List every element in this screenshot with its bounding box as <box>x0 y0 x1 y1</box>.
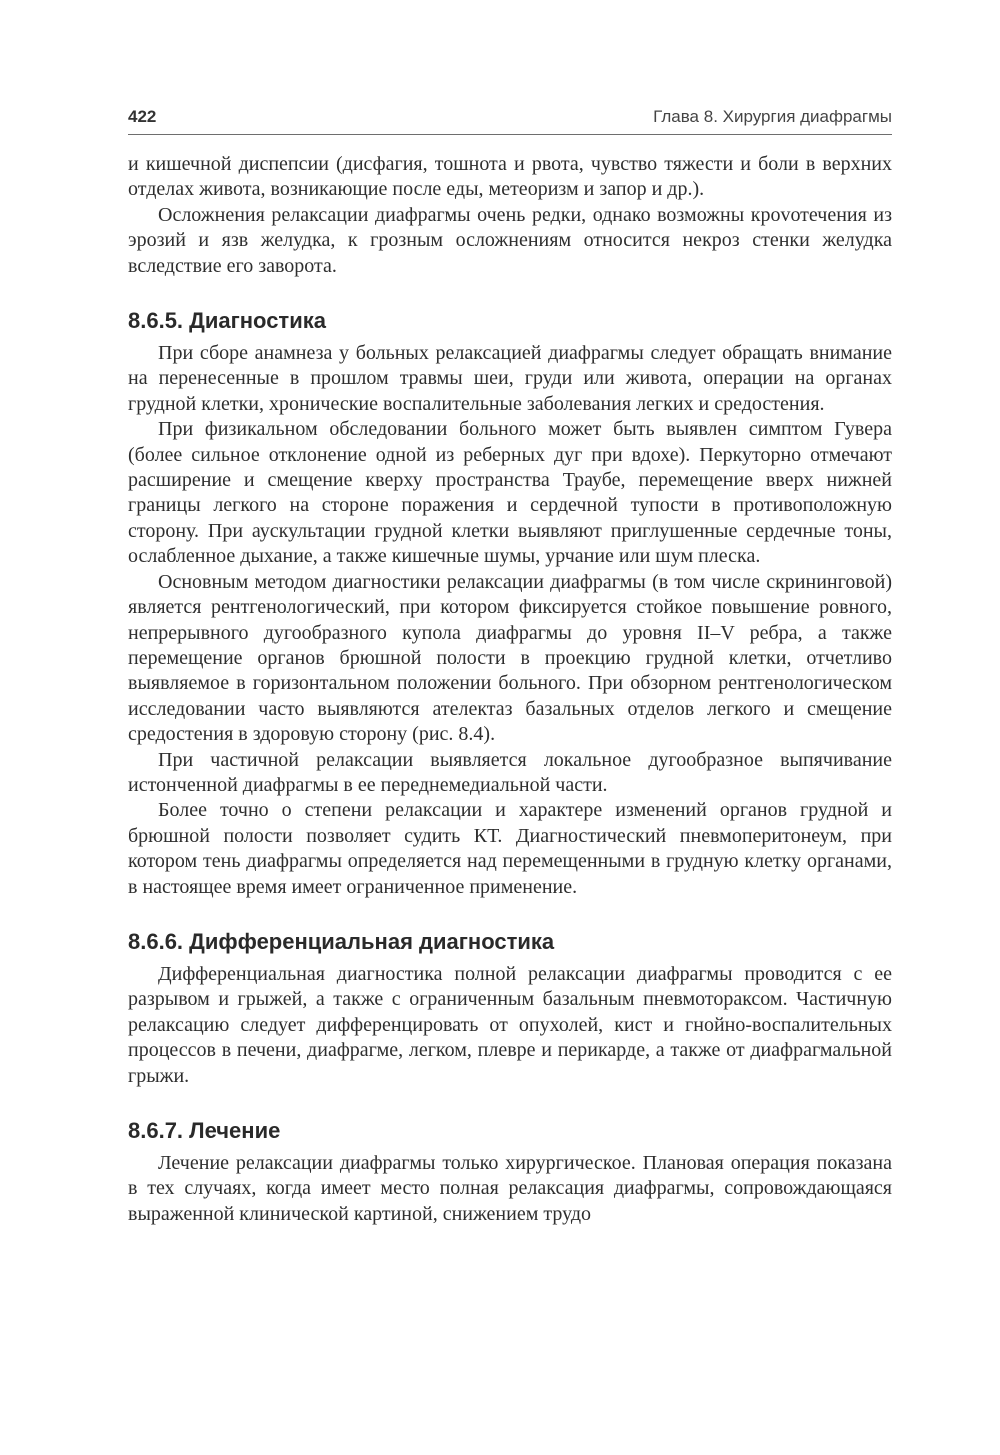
paragraph-complications: Осложнения релаксации диафрагмы очень редки, однако возможны кроvотечения из эрозий и язв желудка, к грозным осложнениям относится некроз стенки желудка вследствие его заворота. <box>128 203 892 277</box>
page-number: 422 <box>128 107 157 126</box>
paragraph: При сборе анамнеза у больных релаксацией диафрагмы следует обращать внимание на перенесенные в прошлом травмы шеи, груди или живота, операции на органах грудной клетки, хронические воспалительные заболевания легких и средостения. <box>128 342 892 415</box>
paragraph: Более точно о степени релаксации и характере изменений органов грудной и брюшной полости позволяет судить КТ. Диагностический пневмоперитонеум, при котором тень диафрагмы определяется над перемещенными в грудную клетку органами, в настоящее время имеет ограниченное применение. <box>128 799 892 898</box>
section-heading-treatment: 8.6.7. Лечение <box>128 1118 281 1143</box>
paragraph: При физикальном обследовании больного может быть выявлен симптом Гувера (более сильное отклонение одной из реберных дуг при вдохе). Перкуторно отмечают расширение и смещение кверху пространства Траубе, перемещение вверх нижней границы легкого на стороне поражения и сердечной тупости в противоположную сторону. При аускультации грудной клетки выявляют приглушенные сердечные тоны, ослабленное дыхание, а также кишечные шумы, урчание или шум плеска. <box>128 418 892 568</box>
paragraph: Основным методом диагностики релаксации диафрагмы (в том числе скрининговой) является рентгенологический, при котором фиксируется стойкое повышение ровного, непрерывного дугообразного купола диафрагмы до уровня II–V ребра, а также перемещение органов брюшной полости в проекцию грудной клетки, отчетливо выявляемое в горизонтальном положении больного. При обзорном рентгенологическом исследовании часто выявляются ателектаз базальных отделов легкого и смещение средостения в здоровую сторону (рис. 8.4). <box>128 570 892 746</box>
paragraph: При частичной релаксации выявляется локальное дугообразное выпячивание истонченной диафрагмы в ее переднемедиальной части. <box>128 748 892 796</box>
paragraph: Дифференциальная диагностика полной релаксации диафрагмы проводится с ее разрывом и грыжей, а также с ограниченным базальным пневмотораксом. Частичную релаксацию следует дифференцировать от опухолей, кист и гнойно-воспалительных процессов в печени, диафрагме, легком, плевре и перикарде, а также от диафрагмальной грыжи. <box>128 962 892 1087</box>
section-heading-differential-diagnostics: 8.6.6. Дифференциальная диагностика <box>128 928 555 954</box>
paragraph-intro-continuation: и кишечной диспепсии (дисфагия, тошнота и рвота, чувство тяжести и боли в верхних отделах живота, возникающие после еды, метеоризм и запор и др.). <box>128 153 892 201</box>
document-body <box>128 152 892 1227</box>
chapter-title: Глава 8. Хирургия диафрагмы <box>653 107 892 126</box>
section-heading-diagnostics: 8.6.5. Диагностика <box>128 308 326 334</box>
running-head <box>128 104 892 135</box>
paragraph: Лечение релаксации диафрагмы только хирургическое. Плановая операция показана в тех случаях, когда имеет место полная релаксация диафрагмы, сопровождающаяся выраженной клинической картиной, снижением трудо <box>128 1152 892 1225</box>
